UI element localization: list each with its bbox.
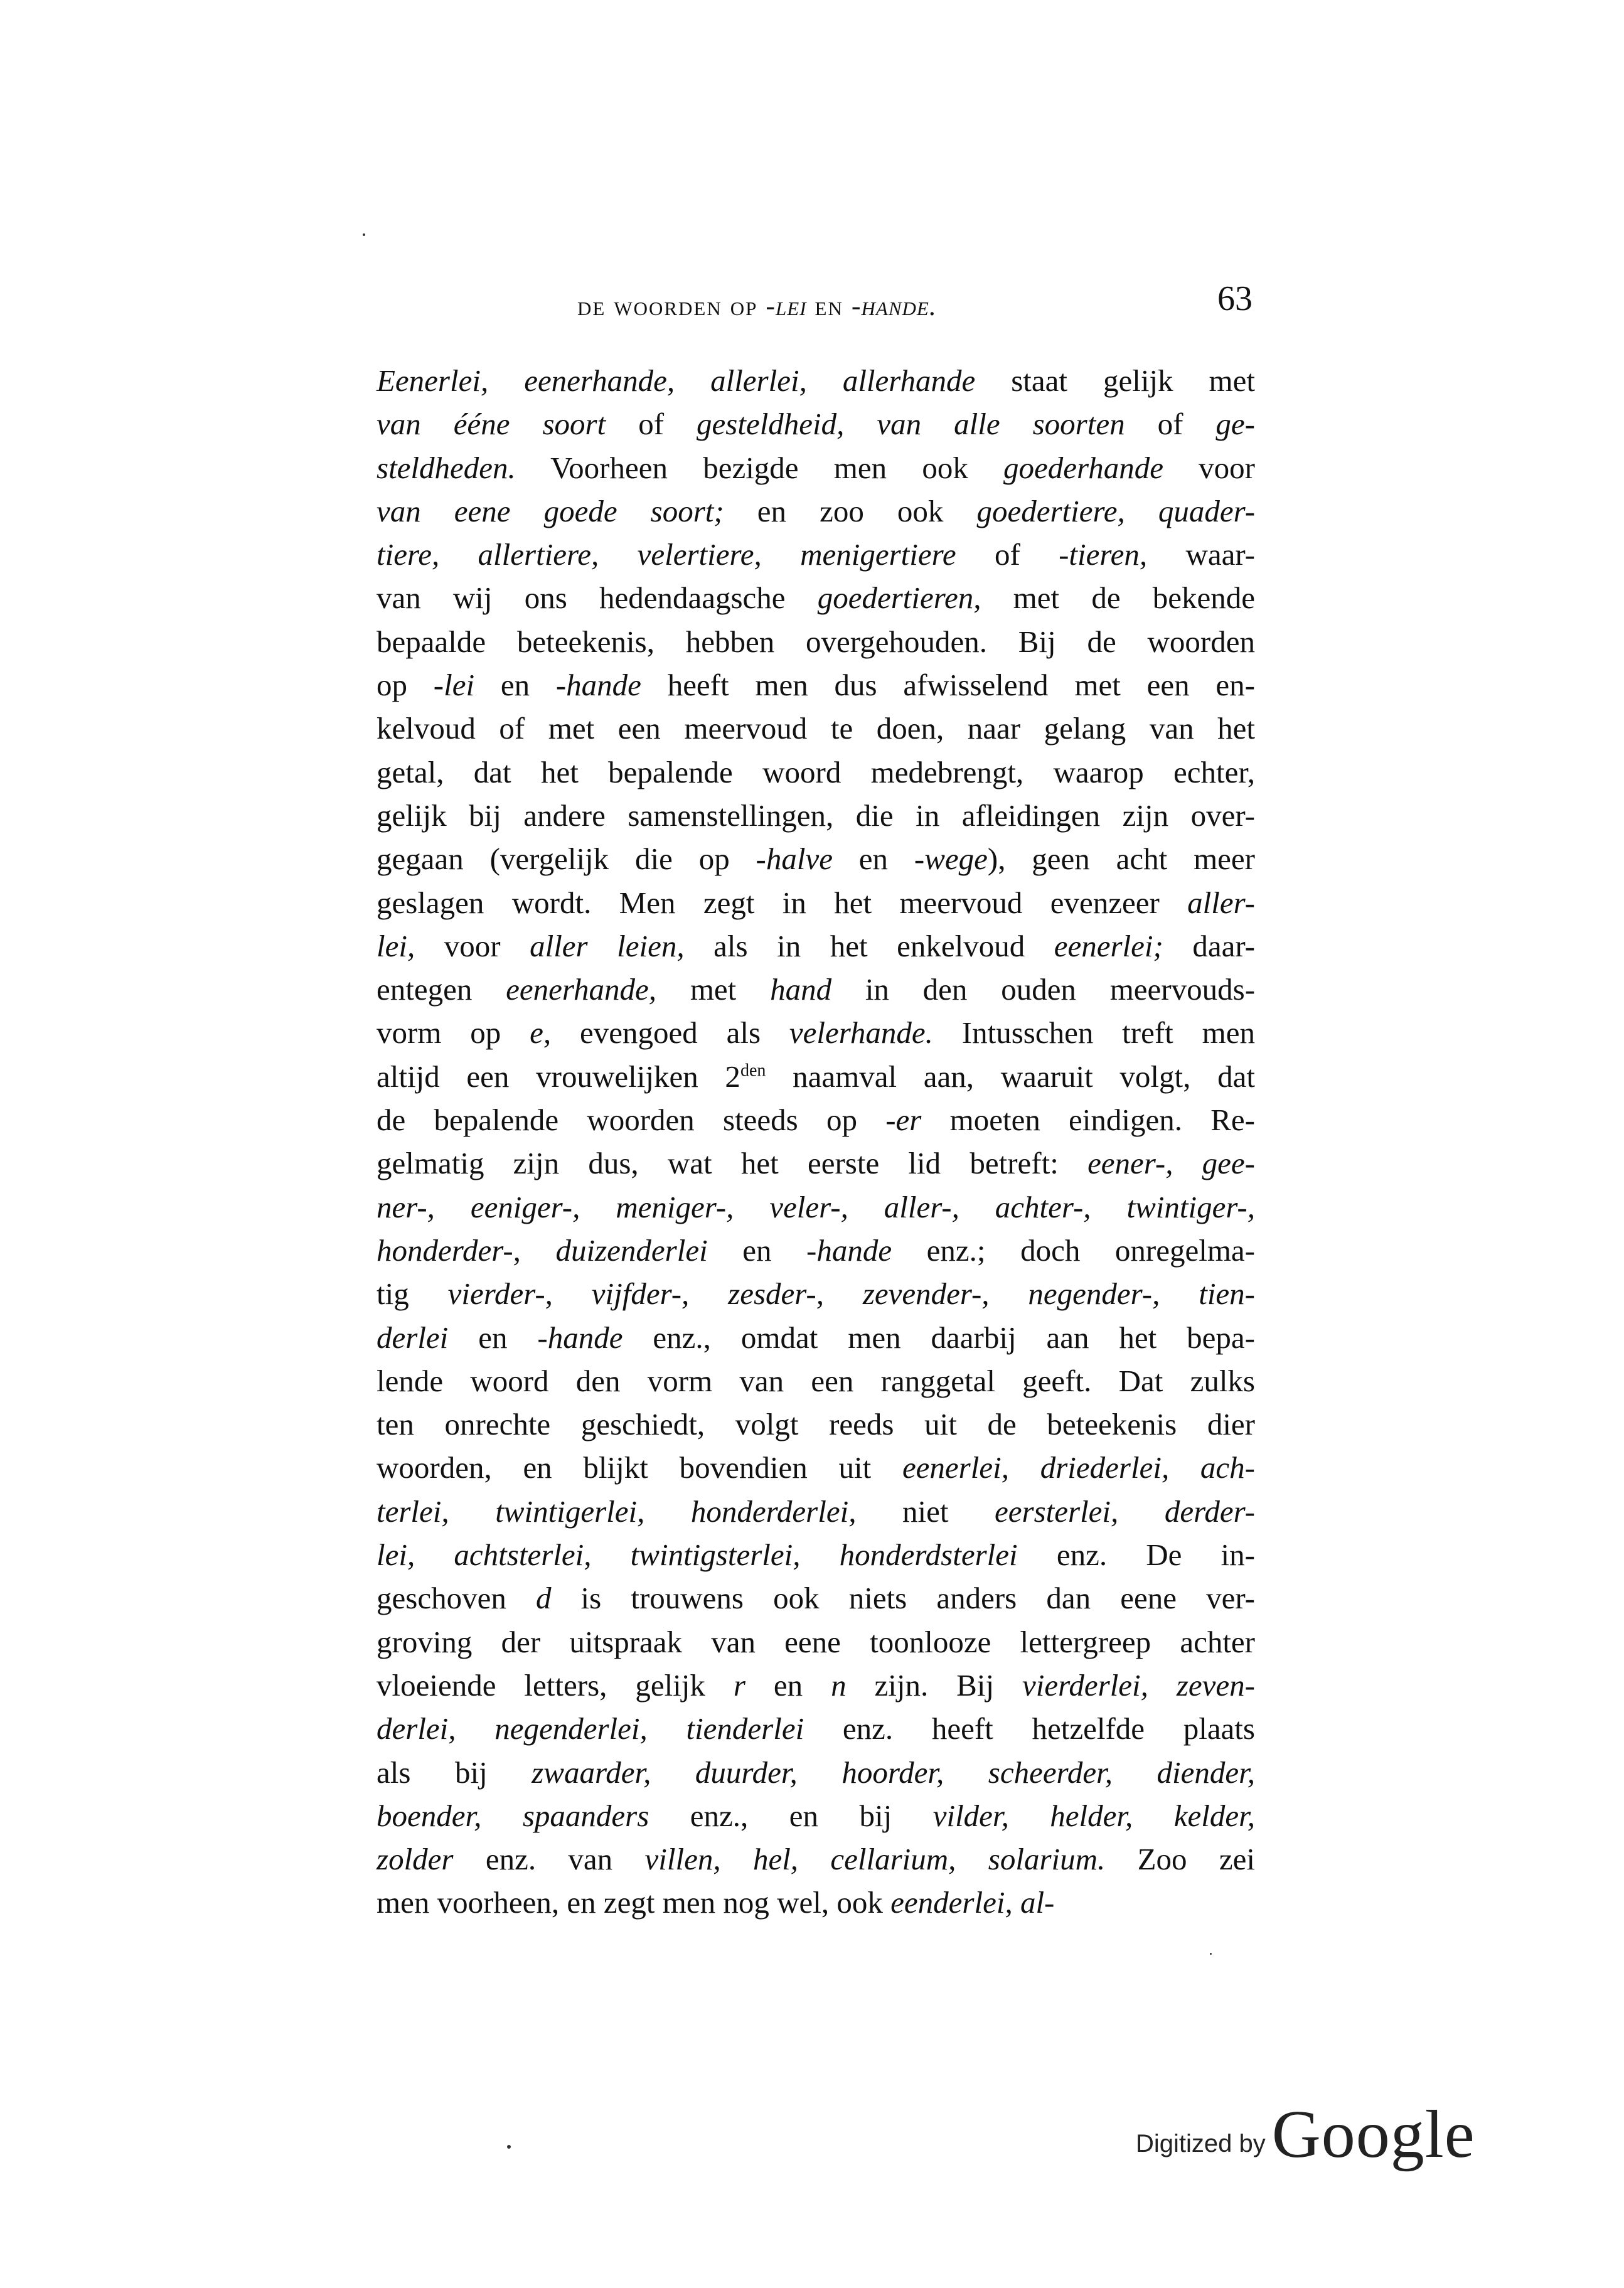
page-number: 63 <box>1217 279 1253 318</box>
text-line: gelmatig zijn dus, wat het eerste lid betreft: eener-, gee- <box>377 1146 1255 1181</box>
text-line: terlei, twintigerlei, honderderlei, niet eersterlei, derder- <box>377 1494 1255 1529</box>
text-line: tig vierder-, vijfder-, zesder-, zevender-, negender-, tien- <box>377 1276 1256 1312</box>
text-line: Eenerlei, eenerhande, allerlei, allerhande staat gelijk met <box>377 363 1255 398</box>
text-line: woorden, en blijkt bovendien uit eenerlei, driederlei, ach- <box>377 1450 1255 1485</box>
print-speck <box>1210 1953 1212 1955</box>
text-line: men voorheen, en zegt men nog wel, ook eenderlei, al- <box>377 1885 1055 1920</box>
text-line: ner-, eeniger-, meniger-, veler-, aller-, achter-, twintiger-, <box>377 1189 1255 1224</box>
text-line: derlei, negenderlei, tienderlei enz. heeft hetzelfde plaats <box>377 1711 1255 1746</box>
text-line: de bepalende woorden steeds op -er moeten eindigen. Re- <box>377 1103 1255 1138</box>
print-speck <box>507 2145 511 2149</box>
text-line: op -lei en -hande heeft men dus afwisselend met een en- <box>377 668 1255 703</box>
text-line: ten onrechte geschiedt, volgt reeds uit de beteekenis dier <box>377 1407 1255 1442</box>
text-line: zolder enz. van villen, hel, cellarium, solarium. Zoo zei <box>377 1842 1255 1877</box>
print-speck <box>363 233 365 236</box>
text-line: geschoven d is trouwens ook niets anders dan eene ver- <box>377 1581 1255 1616</box>
text-line: van ééne soort of gesteldheid, van alle soorten of ge- <box>377 407 1255 442</box>
text-line: groving der uitspraak van eene toonlooze lettergreep achter <box>377 1624 1255 1659</box>
watermark-prefix: Digitized by <box>1136 2130 1266 2157</box>
body-text <box>377 359 1255 1925</box>
text-line: entegen eenerhande, met hand in den ouden meervouds- <box>377 972 1256 1007</box>
text-line: van eene goede soort; en zoo ook goedertiere, quader- <box>377 493 1256 528</box>
text-line: altijd een vrouwelijken $2^{den}$ naamval aan, waaruit volgt, dat <box>377 1059 1255 1094</box>
text-line: derlei en -hande enz., omdat men daarbij aan het bepa- <box>377 1320 1256 1355</box>
text-line: vorm op e, evengoed als velerhande. Intusschen treft men <box>377 1015 1256 1050</box>
text-line: kelvoud of met een meervoud te doen, naar gelang van het <box>377 711 1255 746</box>
text-line: lei, achtsterlei, twintigsterlei, honderdsterlei enz. De in- <box>377 1537 1255 1573</box>
digitized-by-google-watermark <box>1136 2096 1475 2174</box>
text-line: boender, spaanders enz., en bij vilder, helder, kelder, <box>377 1798 1256 1833</box>
running-title: de woorden op -lei en -hande. <box>577 291 937 321</box>
text-line: steldheden. Voorheen bezigde men ook goederhande voor <box>377 450 1255 485</box>
text-line: geslagen wordt. Men zegt in het meervoud evenzeer aller- <box>377 885 1255 920</box>
text-line: tiere, allertiere, velertiere, menigertiere of -tieren, waar- <box>377 537 1255 572</box>
text-line: honderder-, duizenderlei en -hande enz.; doch onregelma- <box>377 1232 1255 1268</box>
text-line: gelijk bij andere samenstellingen, die in afleidingen zijn over- <box>377 798 1255 833</box>
text-line: getal, dat het bepalende woord medebrengt, waarop echter, <box>377 754 1255 789</box>
text-line: van wij ons hedendaagsche goedertieren, met de bekende <box>377 580 1255 616</box>
text-line: lei, voor aller leien, als in het enkelvoud eenerlei; daar- <box>377 928 1255 963</box>
google-logo: Google <box>1271 2097 1475 2172</box>
text-line: vloeiende letters, gelijk r en n zijn. Bij vierderlei, zeven- <box>377 1667 1255 1703</box>
text-line: als bij zwaarder, duurder, hoorder, scheerder, diender, <box>377 1755 1255 1790</box>
text-line: bepaalde beteekenis, hebben overgehouden. Bij de woorden <box>377 624 1255 659</box>
text-line: lende woord den vorm van een ranggetal geeft. Dat zulks <box>377 1363 1255 1398</box>
text-line: gegaan (vergelijk die op -halve en -wege), geen acht meer <box>377 842 1255 877</box>
